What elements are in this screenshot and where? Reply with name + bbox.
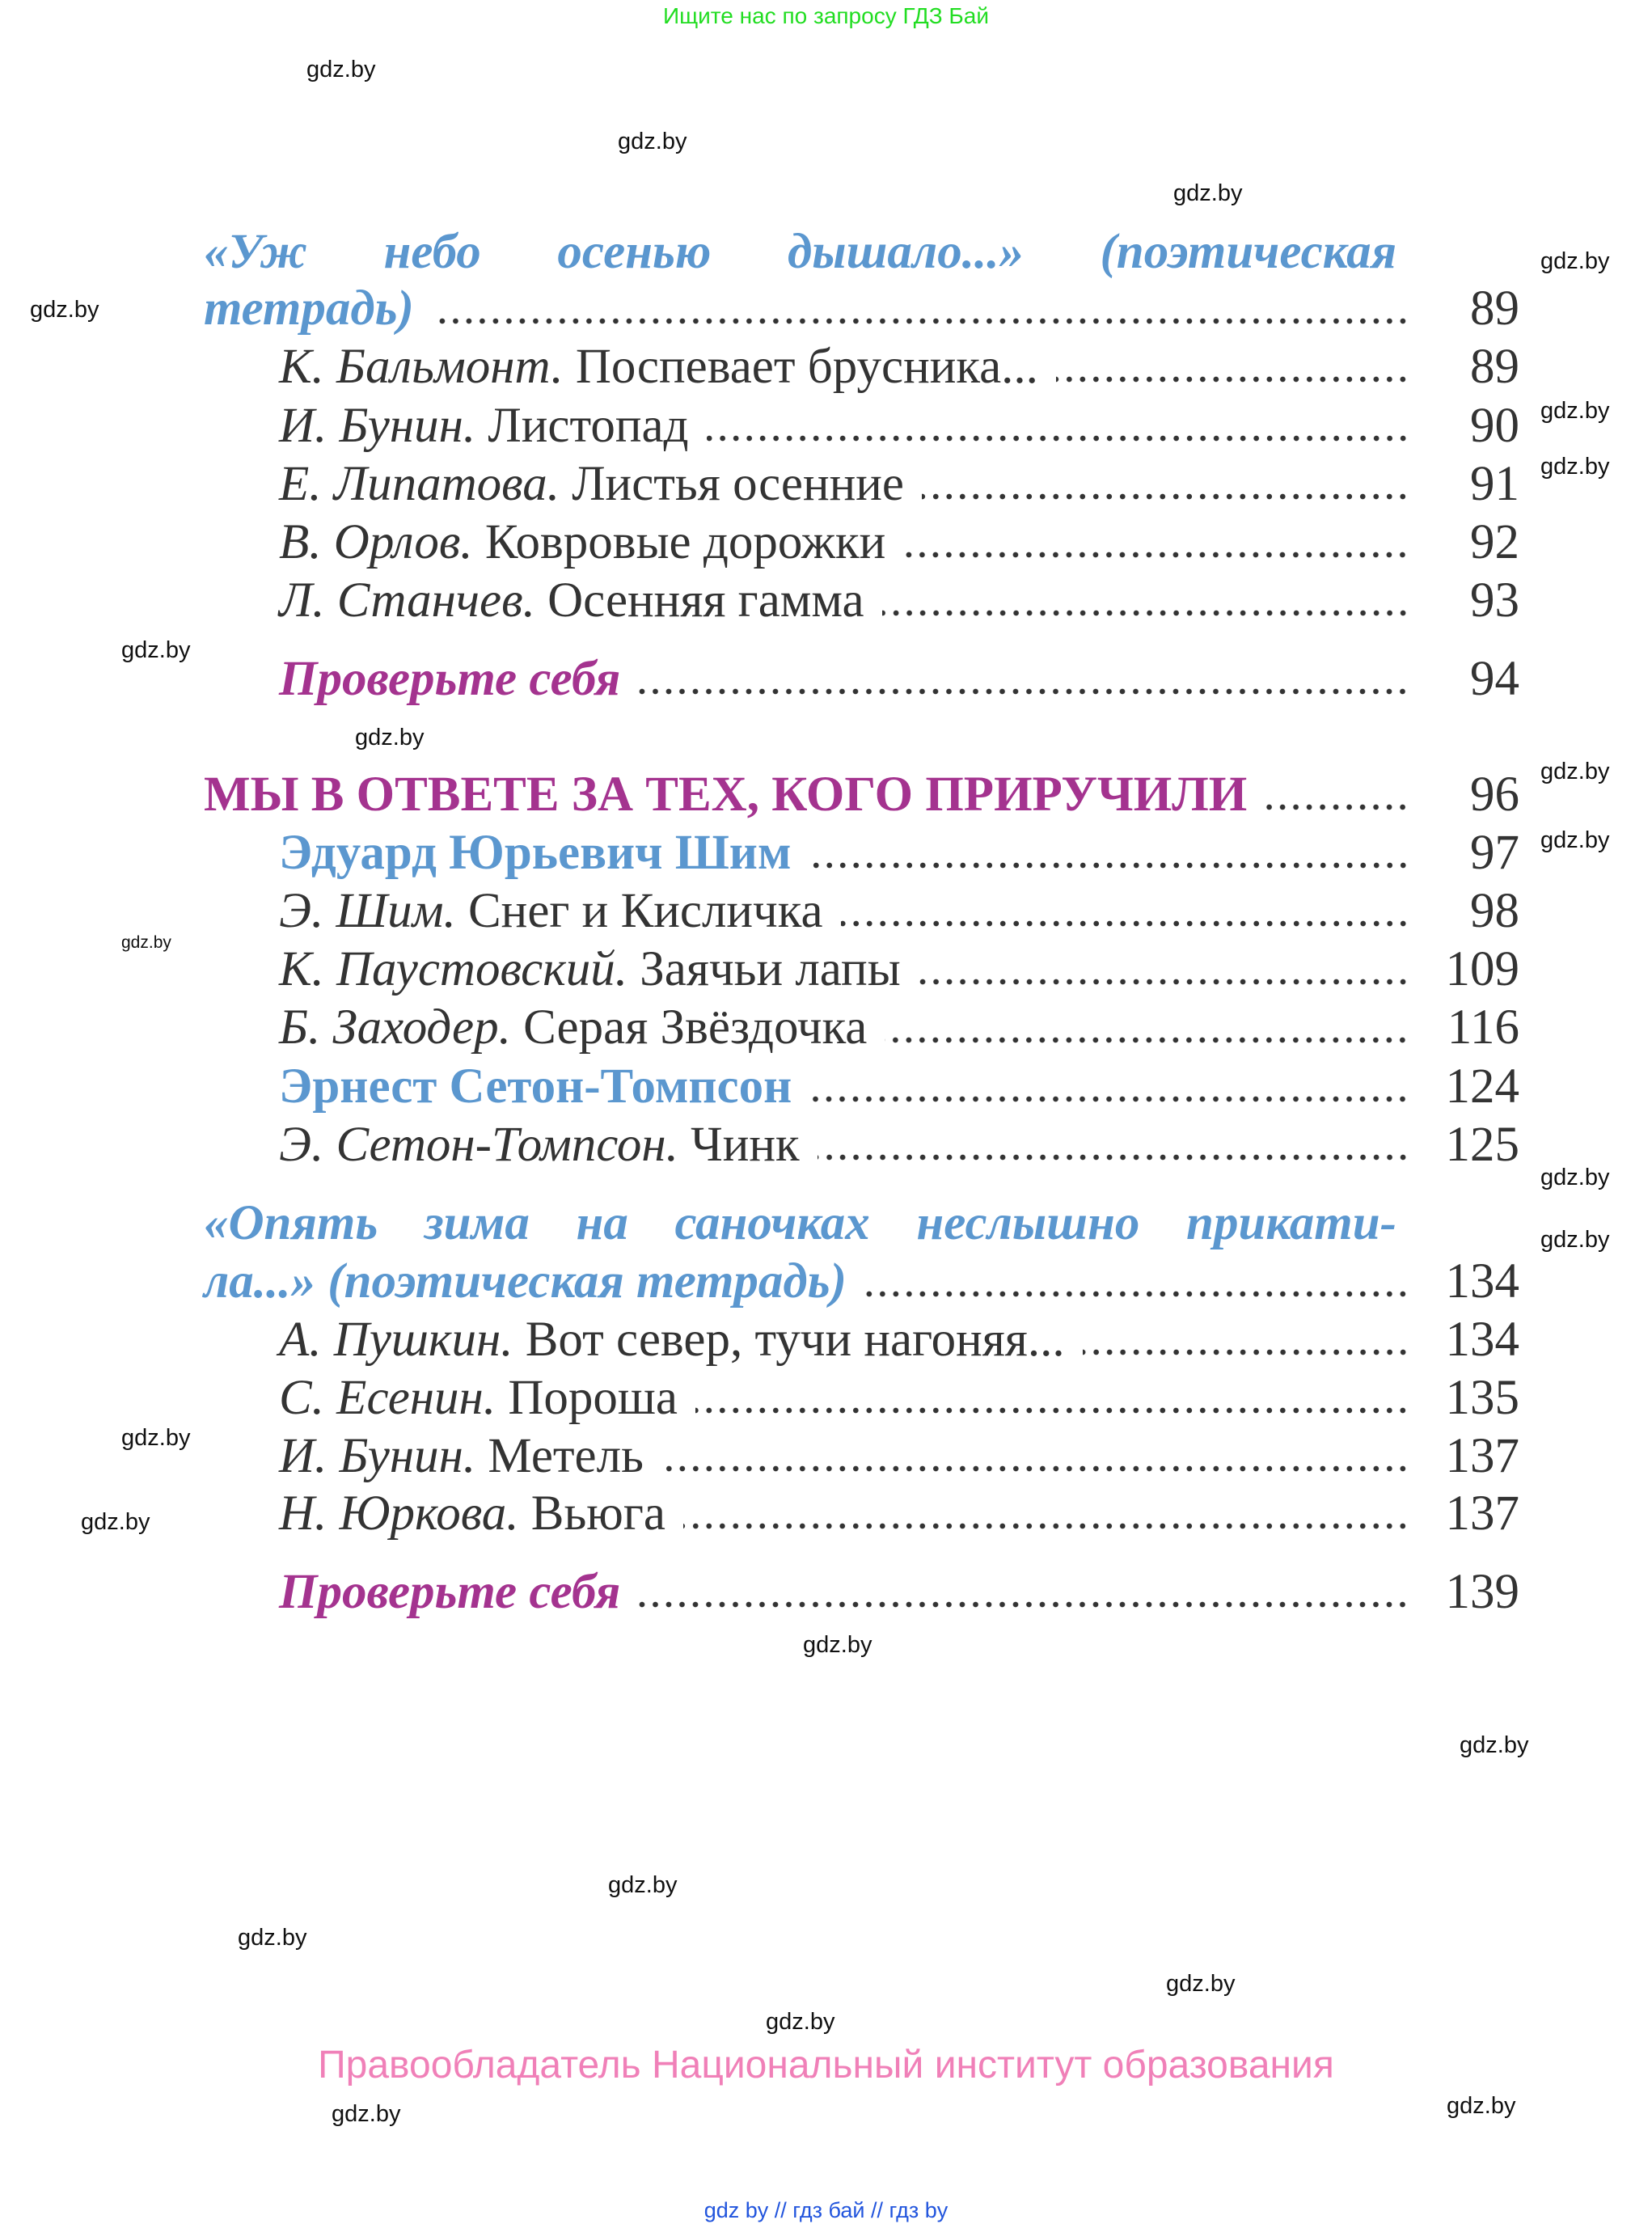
page-number: 91 (1470, 457, 1519, 511)
entry-author: В. Орлов. (279, 515, 473, 569)
page-number: 90 (1470, 399, 1519, 453)
dot-leader (903, 551, 1409, 559)
page-number: 124 (1445, 1059, 1519, 1114)
watermark: gdz.by (332, 2101, 401, 2127)
toc-entry[interactable] (279, 514, 1519, 572)
dot-leader (661, 1465, 1409, 1473)
watermark: gdz.by (1540, 1227, 1610, 1253)
toc-entry[interactable] (279, 1485, 1519, 1543)
toc-entry[interactable] (279, 1369, 1519, 1427)
entry-title: Осенняя гамма (547, 573, 864, 628)
entry-author: А. Пушкин. (279, 1313, 513, 1367)
page-number: 92 (1470, 515, 1519, 569)
entry-title: Серая Звёздочка (523, 1000, 868, 1055)
dot-leader (809, 1095, 1409, 1103)
entry-author: И. Бунин. (279, 1429, 476, 1483)
section-title: «Уж небо осенью дышало...» (поэтическая (204, 225, 1396, 279)
entry-author: К. Паустовский. (279, 942, 627, 996)
entry-author: Б. Заходер. (279, 1000, 511, 1055)
watermark: gdz.by (803, 1632, 872, 1658)
dot-leader (638, 687, 1409, 696)
watermark: gdz.by (608, 1872, 678, 1898)
toc-entry[interactable] (279, 999, 1519, 1057)
page-number: 116 (1447, 1000, 1519, 1055)
page-number: 137 (1445, 1429, 1519, 1483)
dot-leader (1265, 803, 1409, 811)
toc-section-heading-responsible[interactable] (204, 766, 1519, 824)
watermark: gdz.by (766, 2009, 835, 2035)
entry-author: И. Бунин. (279, 399, 476, 453)
watermark: gdz.by (121, 1425, 191, 1451)
entry-author: К. Бальмонт. (279, 340, 564, 394)
toc-author-heading[interactable] (279, 1058, 1519, 1116)
section-title: тетрадь) (204, 281, 414, 336)
watermark: gdz.by (1540, 398, 1610, 424)
toc-section-heading-autumn[interactable] (204, 280, 1519, 338)
dot-leader (922, 493, 1409, 501)
page-number: 89 (1470, 281, 1519, 336)
bottom-links[interactable]: gdz by // гдз бай // гдз by (703, 2198, 949, 2222)
toc-entry[interactable] (279, 397, 1519, 455)
dot-leader (841, 920, 1409, 928)
watermark: gdz.by (1173, 180, 1243, 206)
dot-leader (638, 1600, 1409, 1609)
section-title: ла...» (поэтическая тетрадь) (204, 1254, 847, 1309)
entry-author: Э. Шим. (279, 884, 456, 938)
entry-title: Ковровые дорожки (484, 515, 886, 569)
check-yourself-label: Проверьте себя (279, 1565, 621, 1619)
toc-section-heading-winter[interactable] (204, 1253, 1519, 1311)
entry-title: Листья осенние (572, 457, 904, 511)
toc-entry[interactable] (279, 1116, 1519, 1174)
entry-title: Метель (488, 1429, 644, 1483)
toc-entry[interactable] (279, 572, 1519, 630)
search-banner[interactable]: Ищите нас по запросу ГДЗ Бай (662, 3, 990, 28)
page-number: 89 (1470, 340, 1519, 394)
entry-title: Снег и Кисличка (468, 884, 823, 938)
entry-author: Э. Сетон-Томпсон. (279, 1118, 678, 1172)
entry-author: С. Есенин. (279, 1371, 496, 1425)
toc-author-heading[interactable] (279, 824, 1519, 882)
check-yourself-label: Проверьте себя (279, 652, 621, 706)
page-number: 139 (1445, 1565, 1519, 1619)
watermark: gdz.by (238, 1925, 307, 1951)
section-title: «Опять зима на саночках неслышно прикати- (204, 1196, 1396, 1250)
watermark: gdz.by (618, 129, 687, 154)
watermark: gdz.by (1460, 1732, 1529, 1758)
toc-section-heading-winter-line1[interactable] (204, 1194, 1519, 1253)
entry-title: Заячьи лапы (640, 942, 901, 996)
watermark: gdz.by (355, 725, 425, 750)
page-number: 109 (1445, 942, 1519, 996)
watermark: gdz.by (1540, 759, 1610, 784)
dot-leader (707, 434, 1409, 442)
toc-check-yourself[interactable] (279, 1563, 1519, 1621)
dot-leader (919, 978, 1409, 986)
toc-entry[interactable] (279, 455, 1519, 514)
watermark: gdz.by (1540, 248, 1610, 274)
toc-entry[interactable] (279, 338, 1519, 396)
toc-entry[interactable] (279, 1427, 1519, 1486)
entry-author: Л. Станчев. (279, 573, 535, 628)
page-number: 135 (1445, 1371, 1519, 1425)
page-number: 96 (1470, 767, 1519, 822)
page-number: 125 (1445, 1118, 1519, 1172)
page-number: 93 (1470, 573, 1519, 628)
toc-check-yourself[interactable] (279, 650, 1519, 708)
entry-title: Чинк (691, 1118, 800, 1172)
dot-leader (695, 1406, 1409, 1414)
page-number: 137 (1445, 1486, 1519, 1541)
entry-author: Н. Юркова. (279, 1486, 519, 1541)
dot-leader (882, 609, 1409, 617)
dot-leader (683, 1522, 1409, 1530)
toc-section-heading-autumn-line1[interactable] (204, 223, 1519, 281)
copyright-footer: Правообладатель Национальный институт образования (318, 2044, 1334, 2087)
page-number: 97 (1470, 826, 1519, 880)
dot-leader (1083, 1348, 1409, 1356)
page-number: 134 (1445, 1313, 1519, 1367)
watermark: gdz.by (306, 57, 376, 82)
dot-leader (885, 1036, 1409, 1044)
toc-entry[interactable] (279, 1311, 1519, 1369)
toc-entry[interactable] (279, 941, 1519, 999)
entry-title: Вьюга (530, 1486, 665, 1541)
entry-title: Листопад (488, 399, 689, 453)
dot-leader (432, 317, 1409, 325)
entry-title: Вот север, тучи нагоняя... (525, 1313, 1065, 1367)
watermark: gdz.by (121, 933, 171, 952)
watermark: gdz.by (1540, 454, 1610, 480)
section-title: МЫ В ОТВЕТЕ ЗА ТЕХ, КОГО ПРИРУЧИЛИ (204, 767, 1248, 822)
watermark: gdz.by (1166, 1971, 1236, 1997)
watermark: gdz.by (30, 297, 99, 323)
author-heading: Эдуард Юрьевич Шим (279, 826, 792, 880)
watermark: gdz.by (1540, 827, 1610, 853)
watermark: gdz.by (81, 1509, 150, 1535)
entry-title: Пороша (508, 1371, 678, 1425)
dot-leader (818, 1153, 1409, 1161)
page-number: 98 (1470, 884, 1519, 938)
dot-leader (1056, 375, 1409, 383)
entry-author: Е. Липатова. (279, 457, 560, 511)
watermark: gdz.by (121, 637, 191, 663)
watermark: gdz.by (1540, 1165, 1610, 1190)
watermark: gdz.by (1447, 2093, 1516, 2119)
entry-title: Поспевает брусника... (575, 340, 1038, 394)
page-number: 94 (1470, 652, 1519, 706)
dot-leader (809, 861, 1409, 869)
toc-entry[interactable] (279, 882, 1519, 941)
page-number: 134 (1445, 1254, 1519, 1309)
dot-leader (864, 1290, 1409, 1298)
author-heading: Эрнест Сетон-Томпсон (279, 1059, 792, 1114)
